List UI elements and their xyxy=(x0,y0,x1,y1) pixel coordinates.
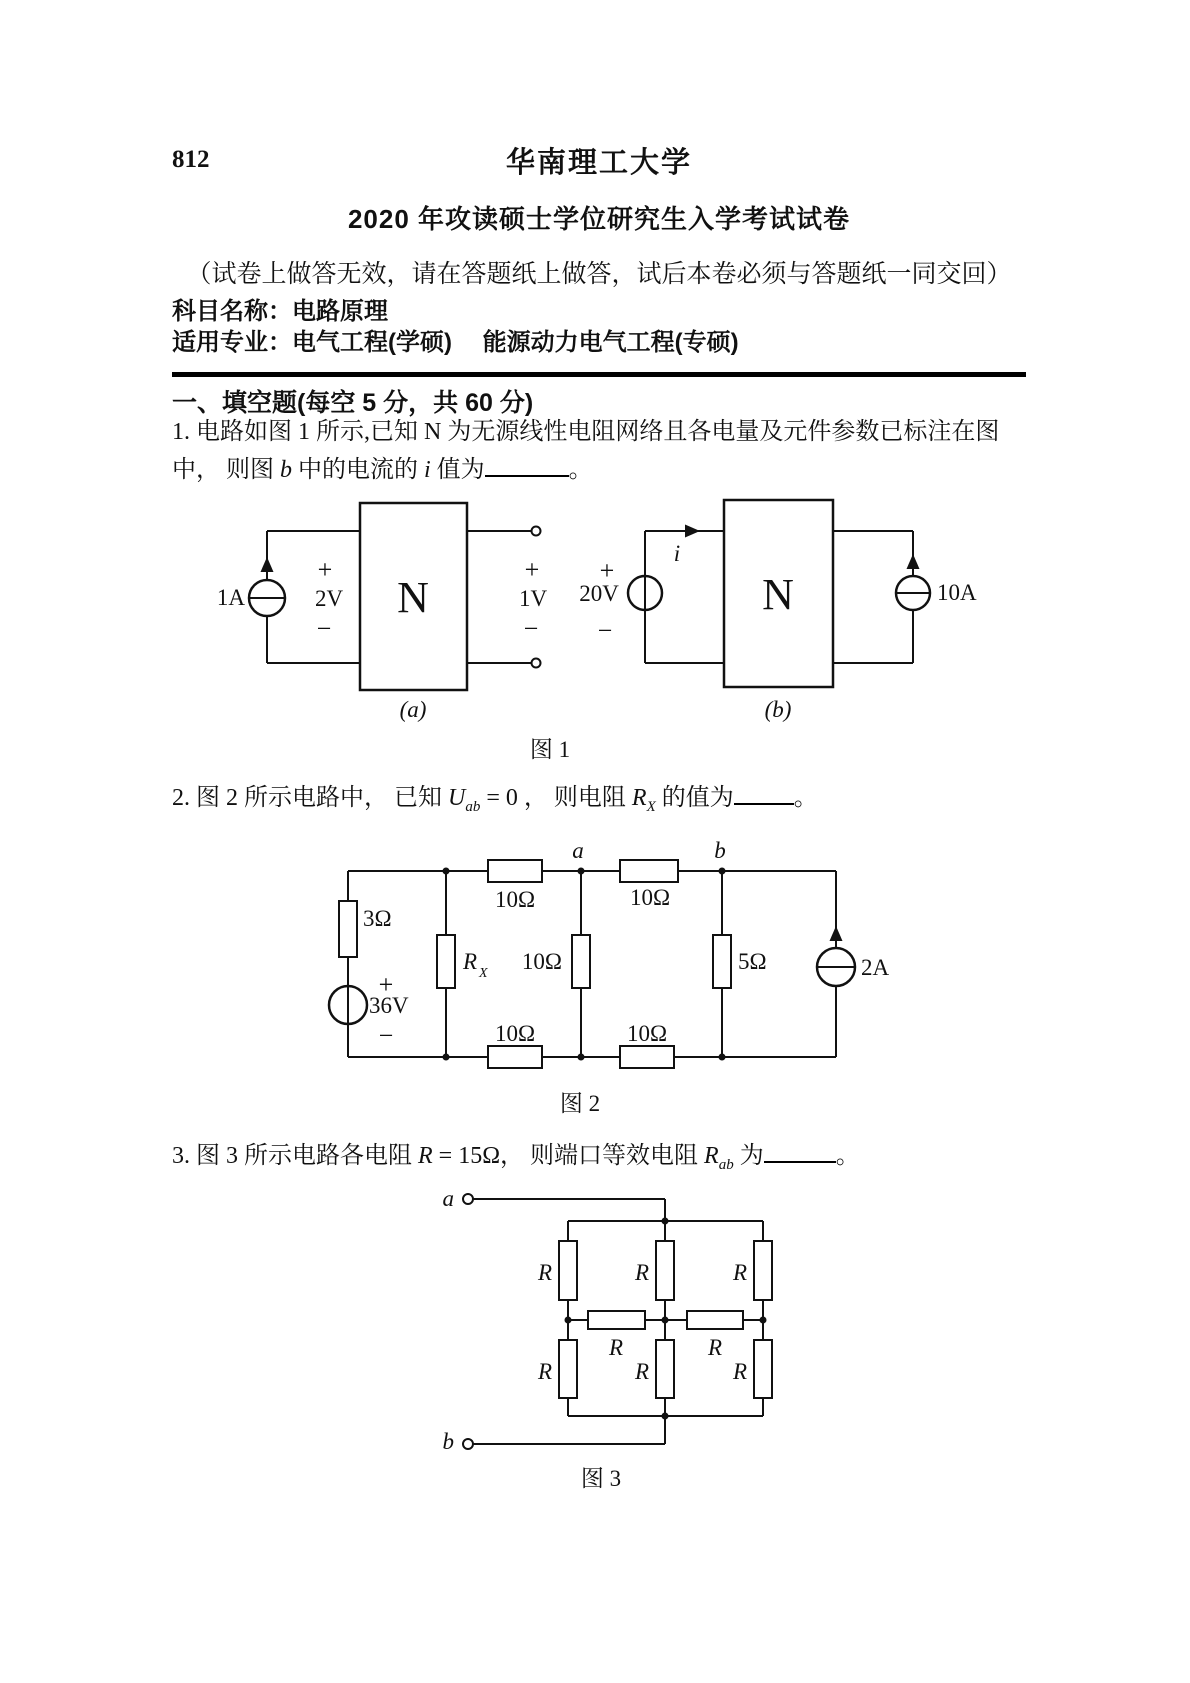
q3-text-mid: = 15Ω， 则端口等效电阻 xyxy=(432,1143,705,1169)
q3-sub-ab: ab xyxy=(718,1156,734,1173)
fig2-resistor-top-left xyxy=(488,860,542,882)
fig3-r-label-bot-right: R xyxy=(732,1359,747,1384)
fig2-resistor-mid xyxy=(572,935,590,988)
university-title: 华南理工大学 xyxy=(505,147,692,179)
figure-3-circuit xyxy=(420,1183,820,1505)
fig1a-sublabel: (a) xyxy=(399,697,427,722)
up-arrow-icon xyxy=(907,554,920,569)
fig2-plus: + xyxy=(378,970,394,999)
fig3-r-label-bot-mid: R xyxy=(634,1359,649,1384)
fig2-minus: − xyxy=(378,1021,394,1050)
fig1a-current-source-1A xyxy=(249,557,285,616)
fig3-r-label-mid-left: R xyxy=(608,1335,624,1360)
question-2 xyxy=(172,779,1032,822)
paper-code: 812 xyxy=(172,146,210,173)
q3-full-stop: 。 xyxy=(835,1143,860,1169)
question-1-line-1: 1. 电路如图 1 所示,已知 N 为无源线性电阻网络且各电量及元件参数已标注在图 xyxy=(172,419,1000,445)
fig1b-sublabel: (b) xyxy=(764,697,792,722)
q2-text-prefix: 2. 图 2 所示电路中， 已知 xyxy=(172,785,448,811)
fig3-terminal-a-label: a xyxy=(442,1186,454,1211)
fig1b-network-label: N xyxy=(762,570,794,619)
fig2-resistor-top-right xyxy=(620,860,678,882)
fig1b-current-source-10A xyxy=(896,554,930,610)
fig1a-terminal-bottom xyxy=(532,659,541,668)
figure-2-caption: 图 2 xyxy=(559,1091,601,1116)
fig1-circuit-b xyxy=(579,500,977,722)
q1-text-suffix: 值为 xyxy=(430,457,485,483)
answer-blank-q1 xyxy=(485,451,569,477)
fig2-r5-label: 5Ω xyxy=(738,949,767,974)
fig1a-out-voltage: 1V xyxy=(518,586,548,611)
right-arrow-icon xyxy=(685,525,700,538)
question-1-line-2 xyxy=(172,451,1032,485)
q1-text-mid: 中的电流的 xyxy=(292,457,424,483)
q1-full-stop: 。 xyxy=(568,457,593,483)
fig1a-out-plus: + xyxy=(524,555,540,584)
instruction-note: （试卷上做答无效，请在答题纸上做答，试后本卷必须与答题纸一同交回） xyxy=(186,261,1012,288)
q2-text-suffix: 的值为 xyxy=(655,785,734,811)
fig3-r-label-top-mid: R xyxy=(634,1260,649,1285)
figure-1-circuit xyxy=(205,495,975,767)
fig1b-source-voltage: 20V xyxy=(579,581,619,606)
fig3-terminal-b xyxy=(463,1439,473,1449)
section-heading: 一、填空题(每空 5 分，共 60 分) xyxy=(172,389,534,417)
q1-var-b: b xyxy=(280,457,292,483)
q3-var-Rab: R xyxy=(704,1143,719,1169)
fig3-r-label-top-right: R xyxy=(732,1260,747,1285)
q3-text-suffix: 为 xyxy=(733,1143,764,1169)
majors-line: 适用专业：电气工程(学硕) 能源动力电气工程(专硕) xyxy=(172,329,739,356)
fig2-source-label: 36V xyxy=(369,993,409,1018)
fig2-r-top-left-label: 10Ω xyxy=(494,887,536,912)
fig3-terminal-a xyxy=(463,1194,473,1204)
fig2-r-top-right-label: 10Ω xyxy=(629,885,671,910)
fig1b-voltage-source-20V xyxy=(628,576,662,610)
q2-text-mid: = 0 ， 则电阻 xyxy=(480,785,632,811)
fig2-current-source-2A xyxy=(817,926,855,986)
answer-blank-q2 xyxy=(734,779,794,805)
fig2-resistor-5ohm xyxy=(713,935,731,988)
q1-var-i: i xyxy=(424,457,431,483)
fig3-r-label-bot-left: R xyxy=(537,1359,552,1384)
figure-1-caption: 图 1 xyxy=(529,737,571,762)
exam-title: 2020 年攻读硕士学位研究生入学考试试卷 xyxy=(347,204,851,234)
q3-text-prefix: 3. 图 3 所示电路各电阻 xyxy=(172,1143,418,1169)
fig1b-current-var: i xyxy=(673,541,681,566)
fig2-resistor-3ohm xyxy=(339,901,357,957)
fig2-r-bot-left-label: 10Ω xyxy=(494,1021,536,1046)
fig1b-plus: + xyxy=(599,556,615,585)
fig1a-port-plus: + xyxy=(317,555,333,584)
fig3-terminal-b-label: b xyxy=(442,1429,454,1454)
fig1a-out-minus: − xyxy=(523,614,539,643)
fig1-circuit-a xyxy=(217,503,548,722)
figure-3-caption: 图 3 xyxy=(580,1466,622,1491)
fig1b-minus: − xyxy=(597,616,613,645)
subject-line: 科目名称：电路原理 xyxy=(172,298,388,325)
figure-2-circuit xyxy=(290,830,890,1122)
fig1b-source-label: 10A xyxy=(937,580,977,605)
fig2-resistor-bot-left xyxy=(488,1046,542,1068)
q2-var-U: U xyxy=(448,785,466,811)
divider-rule xyxy=(172,372,1026,377)
q2-full-stop: 。 xyxy=(793,785,818,811)
question-3 xyxy=(172,1137,1032,1180)
q1-text-prefix: 中， 则图 xyxy=(172,457,280,483)
fig3-r-label-mid-right: R xyxy=(707,1335,723,1360)
fig1a-source-label: 1A xyxy=(216,585,245,610)
fig2-r-mid-label: 10Ω xyxy=(521,949,562,974)
fig2-voltage-source-36V xyxy=(329,986,367,1024)
fig2-r-bot-right-label: 10Ω xyxy=(626,1021,668,1046)
fig2-current-source-label: 2A xyxy=(861,955,890,980)
fig3-r-label-top-left: R xyxy=(537,1260,552,1285)
fig1a-network-label: N xyxy=(397,573,429,622)
up-arrow-icon xyxy=(830,926,843,941)
fig2-node-b-label: b xyxy=(714,838,726,863)
fig1a-port-voltage: 2V xyxy=(314,586,344,611)
fig2-rx-label: R xyxy=(463,949,478,974)
answer-blank-q3 xyxy=(764,1137,836,1163)
fig1a-port-minus: − xyxy=(316,614,332,643)
q2-sub-ab: ab xyxy=(465,798,481,815)
fig2-node-a-label: a xyxy=(572,838,584,863)
q2-var-R: R xyxy=(631,785,647,811)
fig2-resistor-bot-right xyxy=(620,1046,674,1068)
up-arrow-icon xyxy=(261,557,274,572)
fig2-rx-sub: X xyxy=(479,966,488,981)
q3-var-R: R xyxy=(418,1143,433,1169)
fig2-resistor-rx xyxy=(437,935,455,988)
q2-sub-X: X xyxy=(646,798,656,815)
fig2-r3-label: 3Ω xyxy=(363,906,392,931)
fig1a-terminal-top xyxy=(532,527,541,536)
